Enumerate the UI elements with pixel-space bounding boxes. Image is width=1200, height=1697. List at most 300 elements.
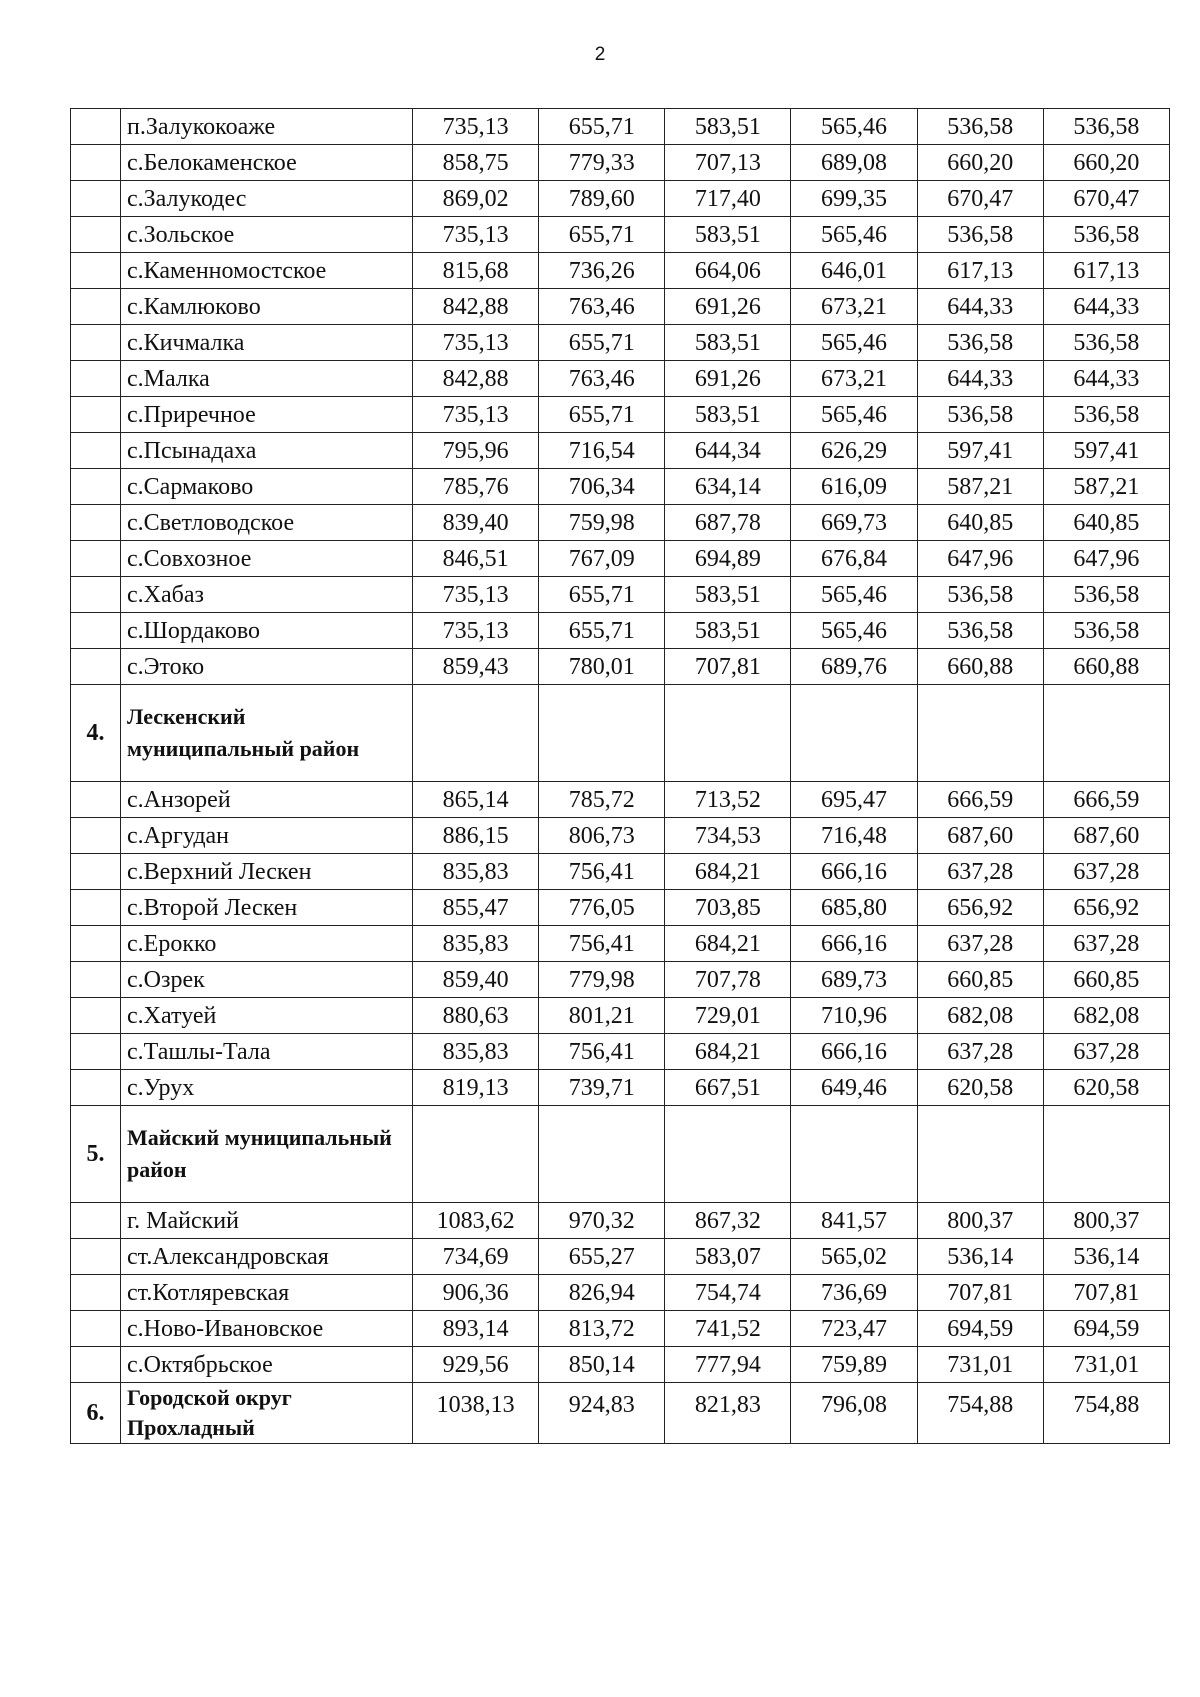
price-cell-6: 656,92: [1043, 890, 1169, 926]
price-cell-3: 664,06: [665, 253, 791, 289]
settlement-name-cell: с.Верхний Лескен: [121, 854, 413, 890]
table-row: [71, 1203, 1170, 1239]
table-row: [71, 361, 1170, 397]
price-cell-2: 826,94: [539, 1275, 665, 1311]
settlement-name-cell: с.Каменномостское: [121, 253, 413, 289]
table-row: [71, 818, 1170, 854]
price-cell-3: 703,85: [665, 890, 791, 926]
settlement-name-cell: с.Приречное: [121, 397, 413, 433]
settlement-name-cell: с.Кичмалка: [121, 325, 413, 361]
price-cell-4: 710,96: [791, 998, 917, 1034]
table-row: [71, 854, 1170, 890]
price-cell-6: 660,20: [1043, 145, 1169, 181]
row-number-cell: [71, 1275, 121, 1311]
row-number-cell: [71, 998, 121, 1034]
price-cell-6: 536,58: [1043, 577, 1169, 613]
price-cell-6: 536,58: [1043, 109, 1169, 145]
table-row: [71, 1311, 1170, 1347]
price-cell-1: 893,14: [413, 1311, 539, 1347]
price-cell-4: 759,89: [791, 1347, 917, 1383]
price-cell-1: 906,36: [413, 1275, 539, 1311]
row-number-cell: [71, 469, 121, 505]
row-number-cell: 6.: [71, 1383, 121, 1444]
price-cell-5: 644,33: [917, 289, 1043, 325]
price-cell-1: 735,13: [413, 613, 539, 649]
page-number: 2: [594, 44, 606, 65]
price-cell-3: 754,74: [665, 1275, 791, 1311]
price-cell-1: 819,13: [413, 1070, 539, 1106]
price-cell-5: 536,58: [917, 577, 1043, 613]
price-cell-5: 731,01: [917, 1347, 1043, 1383]
price-cell-2: 763,46: [539, 361, 665, 397]
price-cell-1: 846,51: [413, 541, 539, 577]
settlement-name-cell: с.Светловодское: [121, 505, 413, 541]
price-cell-1: [413, 685, 539, 782]
price-cell-6: 800,37: [1043, 1203, 1169, 1239]
price-cell-3: 583,51: [665, 325, 791, 361]
row-number-cell: [71, 1070, 121, 1106]
row-number-cell: [71, 890, 121, 926]
price-cell-5: 620,58: [917, 1070, 1043, 1106]
row-number-cell: [71, 361, 121, 397]
table-row: [71, 613, 1170, 649]
price-cell-2: 655,71: [539, 217, 665, 253]
settlement-name-cell: г. Майский: [121, 1203, 413, 1239]
price-cell-4: 689,76: [791, 649, 917, 685]
price-cell-6: 644,33: [1043, 361, 1169, 397]
price-cell-4: 565,46: [791, 577, 917, 613]
price-cell-4: 689,73: [791, 962, 917, 998]
price-cell-2: 756,41: [539, 926, 665, 962]
price-cell-1: 859,40: [413, 962, 539, 998]
table-body: [71, 109, 1170, 1444]
price-cell-3: 583,51: [665, 109, 791, 145]
price-cell-5: 640,85: [917, 505, 1043, 541]
settlement-name-cell: с.Анзорей: [121, 782, 413, 818]
price-cell-6: 536,58: [1043, 217, 1169, 253]
settlement-name-cell: ст.Котляревская: [121, 1275, 413, 1311]
price-cell-1: 858,75: [413, 145, 539, 181]
price-cell-2: 776,05: [539, 890, 665, 926]
district-name-cell: Майский муниципальный район: [121, 1106, 413, 1203]
settlement-name-cell: с.Совхозное: [121, 541, 413, 577]
settlement-name-cell: с.Хатуей: [121, 998, 413, 1034]
table-row: [71, 926, 1170, 962]
price-cell-6: 620,58: [1043, 1070, 1169, 1106]
price-cell-2: 655,71: [539, 325, 665, 361]
price-cell-2: 780,01: [539, 649, 665, 685]
table-row: [71, 325, 1170, 361]
table-row: [71, 433, 1170, 469]
settlement-name-cell: с.Ташлы-Тала: [121, 1034, 413, 1070]
settlement-name-cell: с.Сармаково: [121, 469, 413, 505]
price-cell-2: 785,72: [539, 782, 665, 818]
row-number-cell: [71, 145, 121, 181]
price-cell-1: 835,83: [413, 926, 539, 962]
price-cell-3: 707,78: [665, 962, 791, 998]
price-cell-3: 583,51: [665, 613, 791, 649]
price-cell-5: 707,81: [917, 1275, 1043, 1311]
table-row: [71, 217, 1170, 253]
price-cell-2: 763,46: [539, 289, 665, 325]
price-cell-5: 656,92: [917, 890, 1043, 926]
district-name-cell: Городской округ Прохладный: [121, 1383, 413, 1444]
price-cell-1: 735,13: [413, 397, 539, 433]
section-header-row: [71, 1106, 1170, 1203]
price-cell-4: 669,73: [791, 505, 917, 541]
price-cell-2: 739,71: [539, 1070, 665, 1106]
price-cell-2: 716,54: [539, 433, 665, 469]
row-number-cell: [71, 181, 121, 217]
price-cell-6: 660,85: [1043, 962, 1169, 998]
price-cell-4: 565,46: [791, 613, 917, 649]
price-cell-4: 565,46: [791, 109, 917, 145]
row-number-cell: [71, 926, 121, 962]
price-cell-4: 649,46: [791, 1070, 917, 1106]
settlement-name-cell: с.Второй Лескен: [121, 890, 413, 926]
price-cell-6: 644,33: [1043, 289, 1169, 325]
price-cell-1: 835,83: [413, 1034, 539, 1070]
price-cell-3: 583,51: [665, 217, 791, 253]
price-cell-3: 713,52: [665, 782, 791, 818]
row-number-cell: [71, 1203, 121, 1239]
price-cell-2: 655,27: [539, 1239, 665, 1275]
price-cell-5: 666,59: [917, 782, 1043, 818]
table-row: [71, 1347, 1170, 1383]
price-cell-2: 655,71: [539, 613, 665, 649]
price-cell-4: 699,35: [791, 181, 917, 217]
settlement-name-cell: с.Аргудан: [121, 818, 413, 854]
settlement-name-cell: с.Ерокко: [121, 926, 413, 962]
price-cell-5: 660,20: [917, 145, 1043, 181]
price-cell-6: 637,28: [1043, 854, 1169, 890]
price-cell-5: 536,58: [917, 325, 1043, 361]
tariff-table: [70, 108, 1170, 1444]
section-header-row: [71, 685, 1170, 782]
price-cell-2: 779,98: [539, 962, 665, 998]
settlement-name-cell: с.Октябрьское: [121, 1347, 413, 1383]
table-row: [71, 998, 1170, 1034]
price-cell-4: 841,57: [791, 1203, 917, 1239]
price-cell-1: 835,83: [413, 854, 539, 890]
row-number-cell: [71, 962, 121, 998]
price-cell-6: 536,58: [1043, 613, 1169, 649]
settlement-name-cell: с.Шордаково: [121, 613, 413, 649]
price-cell-5: 800,37: [917, 1203, 1043, 1239]
price-cell-1: 735,13: [413, 577, 539, 613]
row-number-cell: [71, 649, 121, 685]
price-cell-2: 655,71: [539, 397, 665, 433]
table-row: [71, 1239, 1170, 1275]
price-cell-1: 886,15: [413, 818, 539, 854]
price-cell-3: 583,51: [665, 397, 791, 433]
price-cell-2: 806,73: [539, 818, 665, 854]
price-cell-5: 637,28: [917, 854, 1043, 890]
price-cell-4: 666,16: [791, 926, 917, 962]
settlement-name-cell: с.Ново-Ивановское: [121, 1311, 413, 1347]
price-cell-3: 777,94: [665, 1347, 791, 1383]
price-cell-4: 565,02: [791, 1239, 917, 1275]
table-row: [71, 890, 1170, 926]
settlement-name-cell: ст.Александровская: [121, 1239, 413, 1275]
price-cell-6: 754,88: [1043, 1383, 1169, 1444]
table-row: [71, 109, 1170, 145]
price-cell-4: 565,46: [791, 325, 917, 361]
row-number-cell: [71, 782, 121, 818]
price-cell-3: 867,32: [665, 1203, 791, 1239]
row-number-cell: [71, 253, 121, 289]
row-number-cell: [71, 541, 121, 577]
price-cell-4: 673,21: [791, 289, 917, 325]
row-number-cell: [71, 325, 121, 361]
price-cell-2: 706,34: [539, 469, 665, 505]
table-row: [71, 577, 1170, 613]
price-cell-5: [917, 685, 1043, 782]
price-cell-4: 673,21: [791, 361, 917, 397]
price-cell-5: 536,58: [917, 109, 1043, 145]
price-cell-4: 685,80: [791, 890, 917, 926]
price-cell-4: 666,16: [791, 1034, 917, 1070]
price-cell-4: 666,16: [791, 854, 917, 890]
row-number-cell: [71, 854, 121, 890]
price-cell-1: 735,13: [413, 217, 539, 253]
price-cell-4: 646,01: [791, 253, 917, 289]
price-cell-5: 617,13: [917, 253, 1043, 289]
settlement-name-cell: с.Этоко: [121, 649, 413, 685]
price-cell-5: 637,28: [917, 926, 1043, 962]
price-cell-4: 695,47: [791, 782, 917, 818]
table-row: [71, 181, 1170, 217]
price-cell-5: 637,28: [917, 1034, 1043, 1070]
price-cell-6: 637,28: [1043, 926, 1169, 962]
table-row: [71, 397, 1170, 433]
settlement-name-cell: п.Залукокоаже: [121, 109, 413, 145]
price-cell-3: 684,21: [665, 854, 791, 890]
price-cell-6: 617,13: [1043, 253, 1169, 289]
row-number-cell: [71, 1347, 121, 1383]
settlement-name-cell: с.Камлюково: [121, 289, 413, 325]
price-cell-3: 707,81: [665, 649, 791, 685]
price-cell-3: 644,34: [665, 433, 791, 469]
settlement-name-cell: с.Псынадаха: [121, 433, 413, 469]
price-cell-1: [413, 1106, 539, 1203]
price-cell-5: 687,60: [917, 818, 1043, 854]
price-cell-4: 626,29: [791, 433, 917, 469]
price-cell-1: 880,63: [413, 998, 539, 1034]
table-row: [71, 145, 1170, 181]
price-cell-1: 929,56: [413, 1347, 539, 1383]
price-cell-2: 756,41: [539, 1034, 665, 1070]
price-cell-2: 767,09: [539, 541, 665, 577]
settlement-name-cell: с.Озрек: [121, 962, 413, 998]
price-cell-3: 684,21: [665, 1034, 791, 1070]
price-cell-1: 855,47: [413, 890, 539, 926]
district-row: [71, 1383, 1170, 1444]
price-cell-3: [665, 685, 791, 782]
price-cell-5: 597,41: [917, 433, 1043, 469]
settlement-name-cell: с.Залукодес: [121, 181, 413, 217]
price-cell-3: 583,07: [665, 1239, 791, 1275]
price-cell-1: 795,96: [413, 433, 539, 469]
price-cell-3: 717,40: [665, 181, 791, 217]
row-number-cell: [71, 109, 121, 145]
price-cell-4: 565,46: [791, 217, 917, 253]
price-cell-6: [1043, 1106, 1169, 1203]
row-number-cell: 5.: [71, 1106, 121, 1203]
price-cell-6: 670,47: [1043, 181, 1169, 217]
price-cell-5: 647,96: [917, 541, 1043, 577]
price-cell-6: 536,58: [1043, 397, 1169, 433]
price-cell-4: [791, 685, 917, 782]
price-cell-2: 850,14: [539, 1347, 665, 1383]
price-cell-5: 660,85: [917, 962, 1043, 998]
price-cell-1: 1083,62: [413, 1203, 539, 1239]
price-cell-2: 779,33: [539, 145, 665, 181]
price-cell-4: 616,09: [791, 469, 917, 505]
price-cell-4: 689,08: [791, 145, 917, 181]
price-cell-6: 660,88: [1043, 649, 1169, 685]
row-number-cell: [71, 505, 121, 541]
price-cell-3: 694,89: [665, 541, 791, 577]
price-cell-2: 655,71: [539, 577, 665, 613]
price-cell-3: 821,83: [665, 1383, 791, 1444]
price-cell-5: 536,58: [917, 397, 1043, 433]
price-cell-6: 637,28: [1043, 1034, 1169, 1070]
price-cell-3: 691,26: [665, 361, 791, 397]
price-cell-5: 644,33: [917, 361, 1043, 397]
settlement-name-cell: с.Малка: [121, 361, 413, 397]
settlement-name-cell: с.Белокаменское: [121, 145, 413, 181]
price-cell-6: 687,60: [1043, 818, 1169, 854]
price-cell-1: 839,40: [413, 505, 539, 541]
table-row: [71, 649, 1170, 685]
price-cell-2: 970,32: [539, 1203, 665, 1239]
price-cell-6: 640,85: [1043, 505, 1169, 541]
row-number-cell: [71, 818, 121, 854]
price-cell-4: 723,47: [791, 1311, 917, 1347]
table-row: [71, 469, 1170, 505]
price-cell-6: 536,14: [1043, 1239, 1169, 1275]
price-cell-5: 536,58: [917, 613, 1043, 649]
price-cell-1: 859,43: [413, 649, 539, 685]
price-cell-4: 796,08: [791, 1383, 917, 1444]
price-cell-5: 536,14: [917, 1239, 1043, 1275]
price-cell-1: 735,13: [413, 109, 539, 145]
table-row: [71, 1070, 1170, 1106]
price-cell-4: 716,48: [791, 818, 917, 854]
price-cell-5: 536,58: [917, 217, 1043, 253]
price-cell-1: 785,76: [413, 469, 539, 505]
price-cell-3: 667,51: [665, 1070, 791, 1106]
price-cell-3: 583,51: [665, 577, 791, 613]
price-cell-5: 587,21: [917, 469, 1043, 505]
row-number-cell: [71, 1239, 121, 1275]
table-row: [71, 782, 1170, 818]
settlement-name-cell: с.Зольское: [121, 217, 413, 253]
table-row: [71, 962, 1170, 998]
price-cell-2: 801,21: [539, 998, 665, 1034]
price-cell-2: [539, 685, 665, 782]
price-cell-6: 536,58: [1043, 325, 1169, 361]
settlement-name-cell: с.Хабаз: [121, 577, 413, 613]
row-number-cell: [71, 1311, 121, 1347]
price-cell-5: 754,88: [917, 1383, 1043, 1444]
price-cell-5: 660,88: [917, 649, 1043, 685]
price-cell-5: [917, 1106, 1043, 1203]
price-cell-4: [791, 1106, 917, 1203]
price-cell-1: 869,02: [413, 181, 539, 217]
table-row: [71, 1034, 1170, 1070]
price-cell-6: 587,21: [1043, 469, 1169, 505]
price-cell-6: [1043, 685, 1169, 782]
price-cell-1: 735,13: [413, 325, 539, 361]
price-cell-6: 694,59: [1043, 1311, 1169, 1347]
price-cell-1: 842,88: [413, 361, 539, 397]
price-cell-6: 707,81: [1043, 1275, 1169, 1311]
price-cell-6: 597,41: [1043, 433, 1169, 469]
row-number-cell: [71, 397, 121, 433]
table-row: [71, 505, 1170, 541]
table-row: [71, 1275, 1170, 1311]
settlement-name-cell: с.Урух: [121, 1070, 413, 1106]
row-number-cell: 4.: [71, 685, 121, 782]
table-row: [71, 253, 1170, 289]
price-cell-3: [665, 1106, 791, 1203]
price-cell-3: 684,21: [665, 926, 791, 962]
price-cell-2: 813,72: [539, 1311, 665, 1347]
price-cell-1: 842,88: [413, 289, 539, 325]
price-cell-3: 729,01: [665, 998, 791, 1034]
price-cell-3: 734,53: [665, 818, 791, 854]
price-cell-4: 736,69: [791, 1275, 917, 1311]
price-cell-2: 655,71: [539, 109, 665, 145]
row-number-cell: [71, 433, 121, 469]
price-cell-6: 731,01: [1043, 1347, 1169, 1383]
price-cell-6: 647,96: [1043, 541, 1169, 577]
row-number-cell: [71, 289, 121, 325]
price-cell-3: 707,13: [665, 145, 791, 181]
price-cell-2: 756,41: [539, 854, 665, 890]
price-cell-5: 670,47: [917, 181, 1043, 217]
price-cell-2: 789,60: [539, 181, 665, 217]
price-cell-5: 682,08: [917, 998, 1043, 1034]
row-number-cell: [71, 577, 121, 613]
price-cell-1: 1038,13: [413, 1383, 539, 1444]
row-number-cell: [71, 613, 121, 649]
price-cell-3: 741,52: [665, 1311, 791, 1347]
price-cell-2: 759,98: [539, 505, 665, 541]
row-number-cell: [71, 1034, 121, 1070]
table-row: [71, 289, 1170, 325]
table-row: [71, 541, 1170, 577]
price-cell-2: 924,83: [539, 1383, 665, 1444]
district-name-cell: Лескенский муниципальный район: [121, 685, 413, 782]
price-cell-1: 865,14: [413, 782, 539, 818]
price-cell-4: 676,84: [791, 541, 917, 577]
price-cell-3: 691,26: [665, 289, 791, 325]
price-cell-6: 666,59: [1043, 782, 1169, 818]
price-cell-3: 687,78: [665, 505, 791, 541]
price-cell-6: 682,08: [1043, 998, 1169, 1034]
price-cell-5: 694,59: [917, 1311, 1043, 1347]
price-cell-1: 734,69: [413, 1239, 539, 1275]
price-cell-1: 815,68: [413, 253, 539, 289]
price-cell-2: [539, 1106, 665, 1203]
price-cell-3: 634,14: [665, 469, 791, 505]
price-cell-2: 736,26: [539, 253, 665, 289]
row-number-cell: [71, 217, 121, 253]
price-cell-4: 565,46: [791, 397, 917, 433]
